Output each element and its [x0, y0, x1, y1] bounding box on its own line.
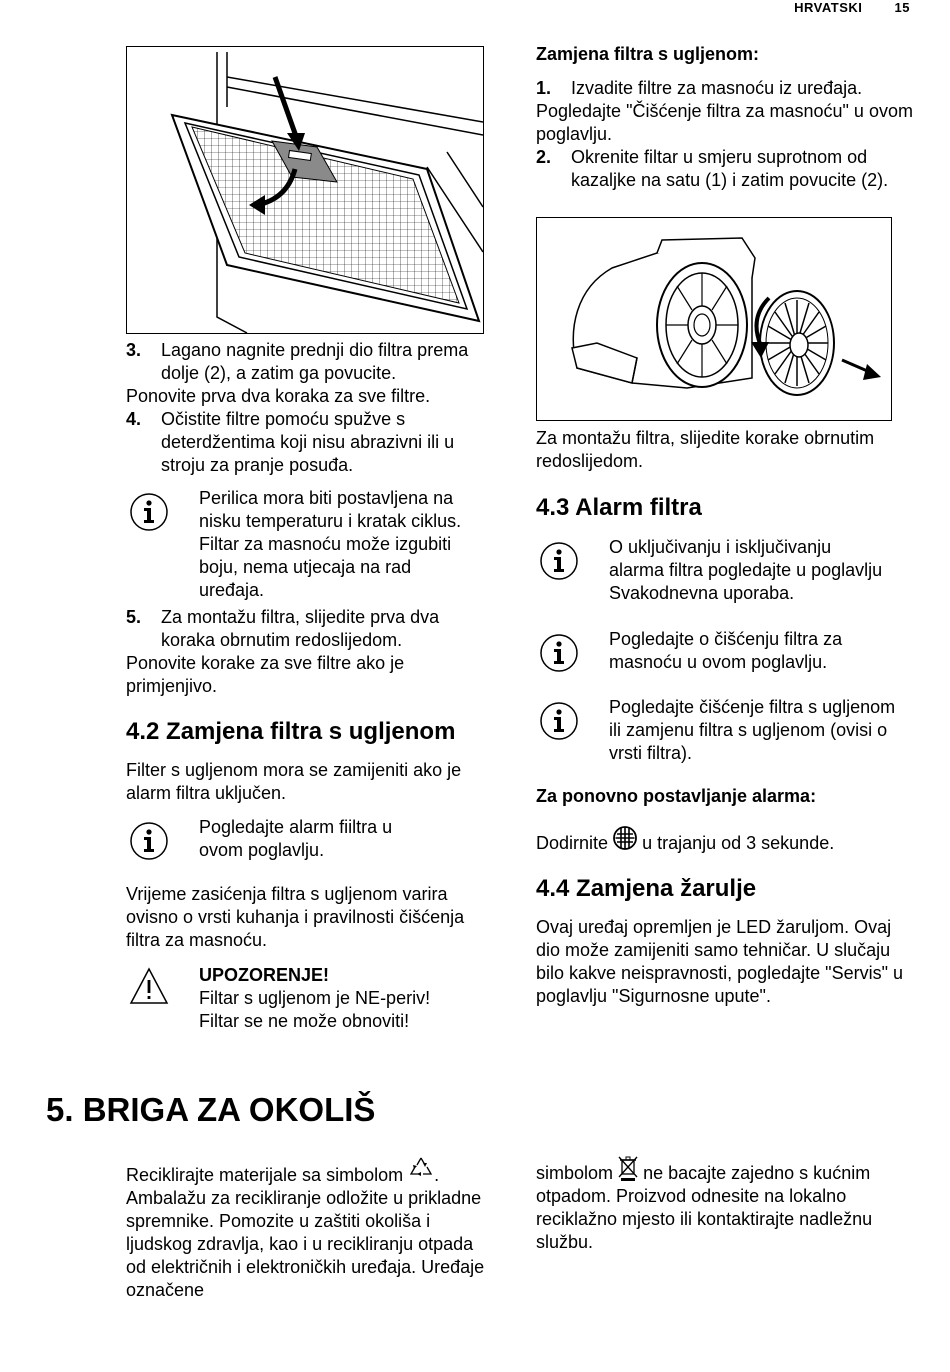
repeat-instruction-2: Ponovite korake za sve filtre ako je primjenjivo. — [126, 653, 405, 696]
step-5 — [126, 606, 498, 652]
left-column — [126, 339, 498, 1033]
subheading-replacement: Zamjena filtra s ugljenom: — [536, 44, 760, 64]
info-icon — [129, 492, 169, 532]
warning-title: UPOZORENJE! — [199, 965, 330, 985]
paragraph-saturation: Vrijeme zasićenja filtra s ugljenom varira ovisno o vrsti kuhanja i pravilnosti čišćenja filtra za masnoću. — [126, 884, 465, 950]
section-heading-4-4: 4.4 Zamjena žarulje — [536, 875, 757, 902]
section-heading-4-2: 4.2 Zamjena filtra s ugljenom — [126, 718, 456, 745]
step-2 — [536, 146, 916, 192]
info-note — [536, 536, 916, 605]
note-text: Perilica mora biti postavljena na nisku temperaturu i kratak ciklus. Filtar za masnoću može izgubiti boju, nema utjecaja na rad uređaja. — [199, 488, 462, 600]
reset-post: u trajanju od 3 sekunde. — [642, 833, 835, 853]
section-label: HRVATSKI — [794, 0, 863, 15]
paragraph-4-4: Ovaj uređaj opremljen je LED žaruljom. Ovaj dio može zamijeniti samo tehničar. U slučaju bilo kakve neispravnosti, pogledajte "Servis" u poglavlju "Sigurnosne upute". — [536, 917, 903, 1006]
note-text: Pogledajte čišćenje filtra s ugljenom ili zamjenu filtra s ugljenom (ovisi o vrsti filtra). — [609, 697, 896, 763]
info-icon — [539, 633, 579, 673]
env-paragraph-2 — [536, 1155, 916, 1254]
note-text: O uključivanju i isključivanju alarma filtra pogledajte u poglavlju Svakodnevna uporaba. — [609, 537, 883, 603]
info-note — [536, 628, 916, 674]
warning-line-1: Filtar s ugljenom je NE-periv! — [199, 988, 431, 1008]
env-paragraph-1 — [126, 1155, 496, 1302]
section-heading-4-3: 4.3 Alarm filtra — [536, 494, 702, 521]
reset-alarm-instruction — [536, 826, 916, 855]
info-note — [126, 816, 498, 862]
info-icon — [539, 701, 579, 741]
step-number: 1. — [536, 78, 552, 98]
warning-line-2: Filtar se ne može obnoviti! — [199, 1011, 410, 1031]
filter-button-icon — [613, 826, 637, 850]
step-4 — [126, 408, 498, 477]
warning-icon — [129, 966, 169, 1006]
reset-pre: Dodirnite — [536, 833, 609, 853]
step-text: Okrenite filtar u smjeru suprotnom od kazaljke na satu (1) i zatim povucite (2). — [571, 147, 889, 190]
step-1-continued: Pogledajte "Čišćenje filtra za masnoću" u ovom poglavlju. — [536, 101, 913, 144]
page-number: 15 — [894, 0, 910, 15]
info-icon — [129, 821, 169, 861]
step-number: 3. — [126, 340, 142, 360]
env-left-column — [126, 1155, 496, 1302]
step-3 — [126, 339, 498, 385]
right-column-top — [536, 43, 916, 192]
reset-alarm-heading: Za ponovno postavljanje alarma: — [536, 786, 817, 806]
step-text: Za montažu filtra, slijedite prva dva koraka obrnutim redoslijedom. — [161, 607, 440, 650]
info-icon — [539, 541, 579, 581]
carbon-filter-illustration — [537, 218, 891, 420]
note-text: Pogledajte alarm fiiltra u ovom poglavlju. — [199, 817, 393, 860]
figure-grease-filter — [126, 46, 484, 334]
info-note — [536, 696, 916, 765]
crossed-bin-icon — [618, 1155, 638, 1181]
info-note — [126, 487, 498, 602]
step-number: 5. — [126, 607, 142, 627]
repeat-instruction: Ponovite prva dva koraka za sve filtre. — [126, 386, 431, 406]
step-text: Izvadite filtre za masnoću iz uređaja. — [571, 78, 863, 98]
figure-caption: Za montažu filtra, slijedite korake obrnutim redoslijedom. — [536, 428, 875, 471]
paragraph-4-2: Filter s ugljenom mora se zamijeniti ako je alarm filtra uključen. — [126, 760, 462, 803]
env-text-pre: Reciklirajte materijale sa simbolom — [126, 1165, 404, 1185]
warning-note — [126, 964, 498, 1033]
note-text: Pogledajte o čišćenju filtra za masnoću u ovom poglavlju. — [609, 629, 843, 672]
figure-carbon-filter — [536, 217, 892, 421]
step-text: Lagano nagnite prednji dio filtra prema dolje (2), a zatim ga povucite. — [161, 340, 469, 383]
env-text-post: . Ambalažu za recikliranje odložite u prikladne spremnike. Pomozite u zaštiti okoliša i ljudskog zdravlja, kao i u recikliranju otpada od električnih i elektroničkih uređaja. Uređaje označene — [126, 1165, 485, 1300]
step-number: 2. — [536, 147, 552, 167]
recycling-icon — [408, 1155, 434, 1181]
chapter-heading-5: 5. BRIGA ZA OKOLIŠ — [46, 1091, 376, 1128]
step-number: 4. — [126, 409, 142, 429]
step-text: Očistite filtre pomoću spužve s deterdžentima koji nisu abrazivni ili u stroju za pranje posuđa. — [161, 409, 455, 475]
env-text-post: ne bacajte zajedno s kućnim otpadom. Proizvod odnesite na lokalno reciklažno mjesto ili kontaktirajte nadležnu službu. — [536, 1163, 873, 1252]
env-right-column — [536, 1155, 916, 1254]
page-header — [794, 0, 910, 15]
grease-filter-illustration — [127, 47, 483, 333]
right-column-bottom — [536, 427, 916, 1008]
env-text-pre: simbolom — [536, 1163, 614, 1183]
step-1 — [536, 77, 916, 100]
